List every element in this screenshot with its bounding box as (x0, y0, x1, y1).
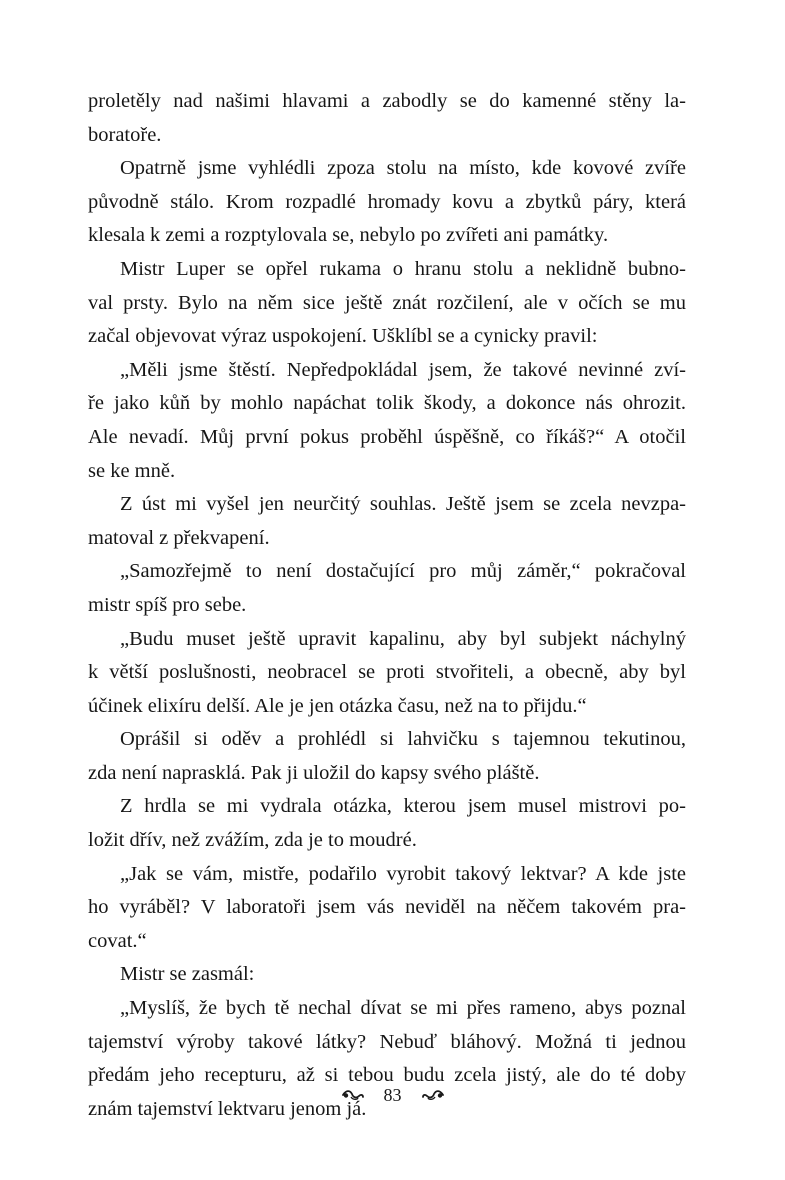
text-line: zda není naprasklá. Pak ji uložil do kapsy svého pláště. (88, 761, 540, 784)
text-line: ložit dřív, než zvážím, zda je to moudré. (88, 829, 417, 852)
text-line: klesala k zemi a rozptylovala se, nebylo po zvířeti ani památky. (88, 224, 609, 247)
body-text (88, 85, 686, 1126)
text-line: boratoře. (88, 123, 162, 146)
text-line: Ale nevadí. Můj první pokus proběhl úspěšně, co říkáš?“ A otočil (88, 425, 686, 448)
text-line: tajemství výroby takové látky? Nebuď bláhový. Možná ti jednou (88, 1030, 686, 1053)
text-line: Opatrně jsme vyhlédli zpoza stolu na místo, kde kovové zvíře (120, 157, 686, 180)
text-line: původně stálo. Krom rozpadlé hromady kovu a zbytků páry, která (88, 190, 686, 213)
text-line: Mistr Luper se opřel rukama o hranu stolu a neklidně bubno- (120, 257, 686, 280)
text-line: „Jak se vám, mistře, podařilo vyrobit takový lektvar? A kde jste (120, 862, 686, 885)
fleuron-right-icon (422, 1089, 444, 1101)
text-line: začal objevovat výraz uspokojení. Ušklíbl se a cynicky pravil: (88, 325, 598, 348)
text-line: znám tajemství lektvaru jenom já. (88, 1097, 367, 1120)
text-line: Z hrdla se mi vydrala otázka, kterou jsem musel mistrovi po- (120, 795, 686, 818)
text-line: k větší poslušnosti, neobracel se proti stvořiteli, a obecně, aby byl (88, 661, 686, 684)
text-line: „Myslíš, že bych tě nechal dívat se mi přes rameno, abys poznal (120, 997, 686, 1020)
text-line: Z úst mi vyšel jen neurčitý souhlas. Ještě jsem se zcela nevzpa- (120, 493, 686, 516)
text-line: Oprášil si oděv a prohlédl si lahvičku s tajemnou tekutinou, (120, 728, 686, 751)
text-line: „Měli jsme štěstí. Nepředpokládal jsem, že takové nevinné zví- (120, 358, 686, 381)
text-line: „Samozřejmě to není dostačující pro můj záměr,“ pokračoval (120, 560, 686, 583)
text-line: „Budu muset ještě upravit kapalinu, aby byl subjekt náchylný (120, 627, 686, 650)
page-footer (0, 1080, 785, 1110)
text-line: účinek elixíru delší. Ale je jen otázka času, než na to přijdu.“ (88, 694, 587, 717)
text-line: matoval z překvapení. (88, 526, 270, 549)
fleuron-left-icon (342, 1089, 364, 1101)
page-number: 83 (383, 1084, 402, 1105)
text-line: ho vyráběl? V laboratoři jsem vás neviděl na něčem takovém pra- (88, 896, 686, 919)
text-line: Mistr se zasmál: (120, 963, 255, 986)
text-line: předám jeho recepturu, až si tebou budu zcela jistý, ale do té doby (88, 1064, 686, 1087)
text-line: mistr spíš pro sebe. (88, 593, 247, 616)
text-line: proletěly nad našimi hlavami a zabodly se do kamenné stěny la- (88, 90, 686, 112)
text-line: covat.“ (88, 929, 147, 952)
text-line: se ke mně. (88, 459, 176, 482)
text-line: val prsty. Bylo na něm sice ještě znát rozčilení, ale v očích se mu (88, 291, 686, 314)
text-line: ře jako kůň by mohlo napáchat tolik škody, a dokonce nás ohrozit. (88, 392, 686, 415)
